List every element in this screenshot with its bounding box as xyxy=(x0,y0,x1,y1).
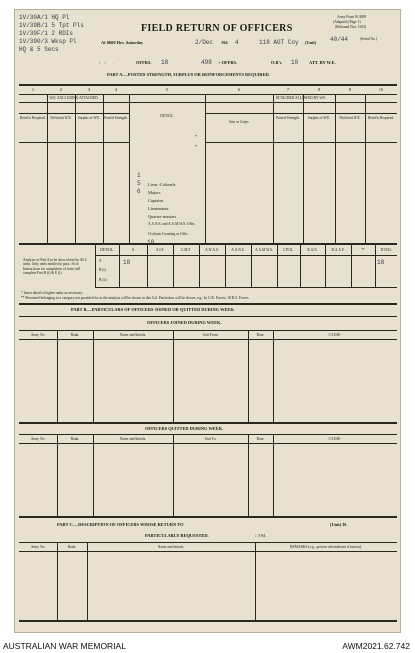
typed-unit-5: HQ & 5 Secs xyxy=(19,46,59,53)
analysis-head-a: A xyxy=(131,248,135,252)
part-c-col-rank: Rank. xyxy=(67,545,77,549)
joined-col-army-no: Army No. xyxy=(30,333,46,337)
typed-unit-4: 1V/390/3 Wksp Pl xyxy=(19,38,77,45)
head-att-deficient: Deficient W.E. xyxy=(339,116,361,120)
year-prefix: 194 xyxy=(221,40,228,45)
offrs-label: OFFRS. xyxy=(136,60,152,65)
head-deficient: Deficient W.E. xyxy=(50,116,72,120)
detail-majors: Majors xyxy=(148,190,161,195)
attached-allowed-label: ATTACHED ALLOWED BY W.E. xyxy=(275,96,327,100)
at-label: At 0600 Hrs. Saturday xyxy=(101,40,144,45)
part-c-unit-is: (Unit) IS xyxy=(330,522,347,527)
joined-col-unit-from: Unit From. xyxy=(202,333,219,337)
joined-col-name: Name and Initials. xyxy=(119,333,147,337)
footer-accession: AWM2021.62.742 xyxy=(342,641,410,651)
detail-lieutenants: Lieutenants xyxy=(148,206,169,211)
col-number-8: 8 xyxy=(317,87,321,92)
typed-unit-2: 1V/39B/1 5 Tpt Pls xyxy=(19,22,84,29)
analysis-head-detail: DETAIL. xyxy=(100,248,114,252)
quitted-title: OFFICERS QUITTED DURING WEEK. xyxy=(145,426,224,431)
posted-typed-3: 6 xyxy=(137,188,141,195)
analysis-head-awas: A.W.A.S. xyxy=(205,248,219,252)
field-return-form xyxy=(14,9,401,633)
att-label: ATT. BY W.E. xyxy=(309,60,336,65)
analysis-typed-row-a: 18 xyxy=(123,259,131,266)
head-surplus: Surplus to W.E. xyxy=(77,116,101,120)
analysis-head-ran: R.A.N. xyxy=(307,248,318,252)
analysis-row-bii: B (ii) xyxy=(99,278,107,282)
part-a-title: PART A.—POSTED STRENGTH, SURPLUS OR REINFORCEMENTS REQUIRED. xyxy=(107,72,270,77)
quitted-col-name: Name and Initials. xyxy=(119,437,147,441)
detail-aans: A.A.N.S. and A.A.M.W.S. Offrs. xyxy=(148,222,196,226)
head-posted-strength: Posted Strength. xyxy=(104,116,128,120)
quitted-col-date: Date. xyxy=(256,437,265,441)
typed-unit-3: 1V/39F/1 2 RDIs xyxy=(19,30,74,37)
posted-typed-1: 1 xyxy=(137,172,141,179)
col-number-7: 7 xyxy=(286,87,290,92)
col-number-4: 4 xyxy=(114,87,118,92)
head-reinf-required: Reinf'ts Required. xyxy=(20,116,46,120)
form-ref-line1: Army Form W.3008 xyxy=(337,15,367,19)
form-ref-line2: (Adapted) (Page 1) xyxy=(333,20,361,24)
unit-label: (Unit) xyxy=(305,40,317,45)
serial-label: (Serial No.) xyxy=(360,37,377,41)
part-c-col-army-no: Army No. xyxy=(30,545,46,549)
ors-typed: 10 xyxy=(291,59,299,66)
joined-col-date: Date. xyxy=(256,333,265,337)
analysis-head-total: TOTAL xyxy=(380,248,392,252)
typed-unit-1: 1V/30A/1 HQ Pl xyxy=(19,14,70,21)
col-number-6: 6 xyxy=(237,87,241,92)
offrs-typed: 18 xyxy=(161,59,169,66)
joined-title: OFFICERS JOINED DURING WEEK. xyxy=(147,320,222,325)
part-c-col-remarks: REMARKS (e.g., present whereabouts if known). xyxy=(290,545,362,549)
part-c-title: PART C.—DESCRIPTION OF OFFICERS WHOSE RETURN TO xyxy=(57,522,184,527)
joined-col-cause: CAUSE. xyxy=(328,333,342,337)
analysis-row-bi: B (i) xyxy=(99,268,106,272)
date-typed: 2/Dec xyxy=(195,39,214,46)
detail-captains: Captains xyxy=(148,198,164,203)
part-c-requested: PARTICULARLY REQUESTED. xyxy=(145,533,209,538)
footer-bar xyxy=(0,638,415,653)
detail-asterisk-1: * xyxy=(195,134,198,139)
part-c-col-name: Name and Initials. xyxy=(157,545,185,549)
joined-col-rank: Rank. xyxy=(70,333,80,337)
unit-typed: 118 AGT Coy xyxy=(259,39,299,46)
analysis-head-civil: CIVIL. xyxy=(283,248,294,252)
part-c-date-blank: / /194 . xyxy=(255,533,268,538)
col-number-10: 10 xyxy=(378,87,384,92)
analysis-note: Analysis of Part A to be shown here by ALL units. Only units entitled to para. 16 of Instructions for completion of form will complete Part B (i) & E (i). xyxy=(23,258,87,276)
ors-label: O.R's xyxy=(271,60,282,65)
plus-offrs-label: + OFFRS. xyxy=(218,60,238,65)
quitted-col-unit-to: Unit To. xyxy=(204,437,217,441)
we-excluding-label: W.E. EXCLUDING ATTACHED. xyxy=(49,96,99,100)
head-att-posted-strength: Posted Strength. xyxy=(276,116,300,120)
form-ref-line3: (Rebound Nov. 1943) xyxy=(335,25,367,29)
detail-lieut-colonels: Lieut.-Colonels xyxy=(148,182,176,187)
analysis-head-raaf: R.A.A.F. xyxy=(331,248,345,252)
col-number-9: 9 xyxy=(348,87,352,92)
analysis-head-aans: A.A.N.S. xyxy=(231,248,245,252)
analysis-row-a: A xyxy=(99,259,102,263)
detail-asterisk-2: * xyxy=(195,144,198,149)
quitted-col-cause: CAUSE. xyxy=(328,437,342,441)
footer-credit: AUSTRALIAN WAR MEMORIAL xyxy=(3,641,126,651)
year-typed: 4 xyxy=(235,39,239,46)
detail-quartermasters: Quarter-masters xyxy=(148,214,177,219)
quitted-col-rank: Rank. xyxy=(70,437,80,441)
or-typed: 498 xyxy=(201,59,212,66)
analysis-head-aif: A.I.F. xyxy=(155,248,165,252)
posted-typed-2: 5 xyxy=(137,180,141,187)
date-blank: / / . xyxy=(99,60,114,65)
quitted-col-army-no: Army No. xyxy=(30,437,46,441)
analysis-head-cmf: C.M.F. xyxy=(181,248,191,252)
analysis-typed-head-a: 18 xyxy=(147,239,155,246)
serial-typed: 40/44 xyxy=(330,36,349,43)
analysis-head-other: ** xyxy=(361,248,365,252)
col-number-2: 2 xyxy=(59,87,63,92)
form-title: FIELD RETURN OF OFFICERS xyxy=(141,23,293,34)
part-b-title: PART B.—PARTICULARS OF OFFICERS JOINED OR QUITTED DURING WEEK. xyxy=(71,307,235,312)
col-number-1: 1 xyxy=(31,87,35,92)
head-detail: DETAIL. xyxy=(160,114,174,118)
head-arm-corps: Arm or Corps. xyxy=(228,120,250,124)
head-att-reinf-required: Reinf'ts Required. xyxy=(368,116,394,120)
footnote-1: * Insert detail of higher ranks as necessary. xyxy=(21,291,83,295)
col-number-3: 3 xyxy=(87,87,91,92)
analysis-typed-total: 18 xyxy=(377,259,385,266)
col-number-5: 5 xyxy=(165,87,169,92)
analysis-head-aamws: A.A.M.W.S. xyxy=(255,248,273,252)
head-att-surplus: Surplus to W.E. xyxy=(307,116,331,120)
footnote-2: ** Personnel belonging to a category not provided for in the analysis will be shown in this Col. Particulars will be shown, e.g., In U.K. Forces; 18 R.S. Forces. xyxy=(21,296,250,300)
detail-civilians: Civilians Counting as Offrs. xyxy=(148,232,189,236)
